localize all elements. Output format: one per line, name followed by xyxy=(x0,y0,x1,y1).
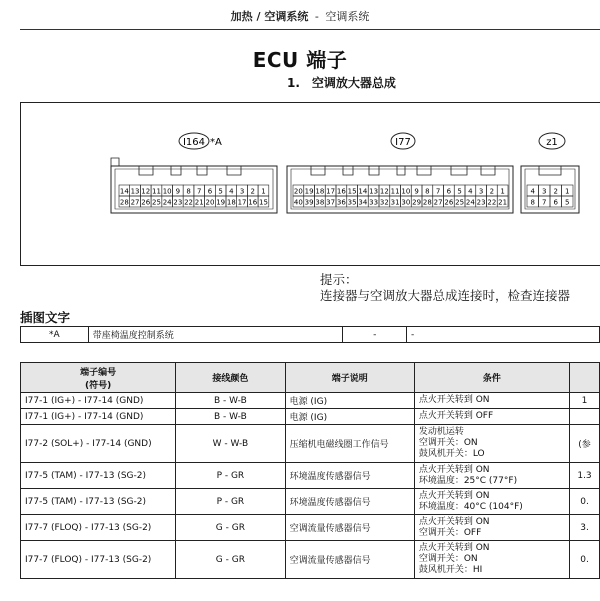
c2-pin-number: 26 xyxy=(444,198,454,207)
header-terminal xyxy=(21,363,176,393)
condition-line: 点火开关转到 ON xyxy=(418,395,490,405)
c2-pin-number: 11 xyxy=(390,187,400,196)
page-title: ECU 端子 xyxy=(252,48,348,72)
header-desc: 端子说明 xyxy=(285,363,414,393)
c2-pin-number: 1 xyxy=(500,187,505,196)
c1-pin-number: 9 xyxy=(175,187,181,196)
c2-pin-number: 37 xyxy=(326,198,336,207)
c1-pin-number: 26 xyxy=(141,198,151,207)
cell-desc: 压缩机电磁线圈工作信号 xyxy=(285,425,414,463)
header-separator: - xyxy=(314,10,319,23)
cell-spec xyxy=(570,409,600,425)
c1-pin-number: 2 xyxy=(250,187,255,196)
condition-line: 点火开关转到 OFF xyxy=(418,411,494,421)
c2-pin-number: 21 xyxy=(498,198,508,207)
connector-diagram xyxy=(20,102,600,266)
hint-text: 连接器与空调放大器总成连接时，检查连接器 xyxy=(320,288,571,303)
cell-condition xyxy=(414,489,569,515)
c1-pin-number: 20 xyxy=(205,198,215,207)
c2-pin-number: 29 xyxy=(412,198,422,207)
c2-pin-number: 24 xyxy=(465,198,475,207)
header-terminal-line1: 端子编号 xyxy=(80,367,117,378)
cell-desc: 空调流量传感器信号 xyxy=(285,515,414,541)
c1-pin-number: 15 xyxy=(258,198,268,207)
condition-line: 环境温度：40°C (104°F) xyxy=(418,501,523,512)
c2-pin-number: 18 xyxy=(315,187,325,196)
cell-wire-color: G - GR xyxy=(176,541,285,579)
c2-pin-number: 31 xyxy=(390,198,400,207)
cell-condition xyxy=(414,515,569,541)
connector-diagram-svg xyxy=(21,103,600,265)
legend-col3: - xyxy=(343,327,407,343)
c2-pin-number: 17 xyxy=(326,187,336,196)
c1-pin-number: 21 xyxy=(194,198,204,207)
header-rule xyxy=(20,29,600,30)
terminal-table xyxy=(20,362,600,579)
c2-pin-number: 25 xyxy=(455,198,465,207)
connector-i164 xyxy=(111,133,277,213)
condition-line: 环境温度：25°C (77°F) xyxy=(418,475,518,486)
c3-pin-number: 6 xyxy=(553,198,558,207)
c1-pin-number: 27 xyxy=(130,198,140,207)
page-header xyxy=(0,8,600,24)
c1-pin-number: 12 xyxy=(141,187,151,196)
cell-spec: 0. xyxy=(570,489,600,515)
c1-pin-number: 10 xyxy=(162,187,172,196)
cell-spec: 1.3 xyxy=(570,463,600,489)
header-section: 加热 / 空调系统 xyxy=(230,10,309,23)
table-row xyxy=(21,425,600,463)
c2-pin-number: 2 xyxy=(489,187,495,196)
c1-pin-number: 24 xyxy=(162,198,172,207)
c2-pin-number: 5 xyxy=(457,187,462,196)
table-row xyxy=(21,409,600,425)
c1-pin-number: 17 xyxy=(237,198,247,207)
cell-wire-color: P - GR xyxy=(176,463,285,489)
cell-desc: 环境温度传感器信号 xyxy=(285,463,414,489)
cell-terminal: I77-7 (FLOQ) - I77-13 (SG-2) xyxy=(21,515,176,541)
c2-pin-number: 22 xyxy=(487,198,497,207)
cell-desc: 电源 (IG) xyxy=(285,393,414,409)
condition-line: 发动机运转 xyxy=(418,427,464,437)
cell-desc: 电源 (IG) xyxy=(285,409,414,425)
c2-pin-number: 23 xyxy=(476,198,486,207)
section-subtitle xyxy=(287,74,396,91)
table-row xyxy=(21,515,600,541)
c2-pin-number: 3 xyxy=(478,187,484,196)
c2-pin-number: 15 xyxy=(347,187,357,196)
table-row xyxy=(21,541,600,579)
c2-pin-number: 14 xyxy=(358,187,368,196)
c3-pin-number: 7 xyxy=(542,198,547,207)
c3-pin-number: 5 xyxy=(565,198,570,207)
cell-spec: 1 xyxy=(570,393,600,409)
condition-line: 鼓风机开关：HI xyxy=(418,565,483,575)
cell-terminal: I77-5 (TAM) - I77-13 (SG-2) xyxy=(21,463,176,489)
legend-col4: - xyxy=(407,327,600,343)
cell-wire-color: P - GR xyxy=(176,489,285,515)
c2-pin-number: 19 xyxy=(304,187,314,196)
subtitle-text: 空调放大器总成 xyxy=(311,76,396,90)
cell-wire-color: B - W-B xyxy=(176,409,285,425)
connector-i164-label: I164 xyxy=(182,137,206,148)
cell-terminal: I77-1 (IG+) - I77-14 (GND) xyxy=(21,409,176,425)
c2-pin-number: 7 xyxy=(435,187,441,196)
header-wire-color: 接线颜色 xyxy=(176,363,285,393)
hint-block xyxy=(320,272,570,304)
legend-row xyxy=(21,327,600,343)
c2-pin-number: 30 xyxy=(401,198,411,207)
cell-condition xyxy=(414,393,569,409)
c1-pin-number: 5 xyxy=(218,187,223,196)
c1-pin-number: 7 xyxy=(197,187,202,196)
condition-line: 空调开关：ON xyxy=(418,554,478,564)
cell-terminal: I77-7 (FLOQ) - I77-13 (SG-2) xyxy=(21,541,176,579)
hint-label: 提示： xyxy=(320,272,358,287)
connector-i77 xyxy=(287,133,513,213)
cell-wire-color: G - GR xyxy=(176,515,285,541)
c2-pin-number: 38 xyxy=(315,198,325,207)
cell-condition xyxy=(414,425,569,463)
cell-condition xyxy=(414,409,569,425)
c1-pin-number: 4 xyxy=(229,187,234,196)
cell-spec: 3. xyxy=(570,515,600,541)
c2-pin-number: 4 xyxy=(468,187,473,196)
legend-table xyxy=(20,326,600,343)
condition-line: 点火开关转到 ON xyxy=(418,490,490,501)
c1-pin-number: 19 xyxy=(216,198,226,207)
c1-pin-number: 28 xyxy=(119,198,129,207)
c2-pin-number: 8 xyxy=(425,187,430,196)
c3-pin-number: 4 xyxy=(530,187,535,196)
cell-spec: (参 xyxy=(570,425,600,463)
c1-pin-number: 18 xyxy=(226,198,236,207)
connector-i77-label: I77 xyxy=(395,137,411,148)
c1-pin-number: 8 xyxy=(186,187,191,196)
c2-pin-number: 9 xyxy=(414,187,419,196)
c2-pin-number: 39 xyxy=(304,198,314,207)
c1-pin-number: 16 xyxy=(248,198,258,207)
condition-line: 空调开关：OFF xyxy=(418,527,482,538)
c3-pin-number: 2 xyxy=(553,187,558,196)
c1-pin-number: 1 xyxy=(261,187,266,196)
c2-pin-number: 16 xyxy=(336,187,346,196)
cell-terminal: I77-2 (SOL+) - I77-14 (GND) xyxy=(21,425,176,463)
legend-desc: 带座椅温度控制系统 xyxy=(88,327,343,343)
connector-z1-label: z1 xyxy=(546,137,558,148)
table-row xyxy=(21,463,600,489)
c2-pin-number: 32 xyxy=(379,198,389,207)
header-spec xyxy=(570,363,600,393)
connector-z1 xyxy=(521,133,579,213)
c1-pin-number: 3 xyxy=(239,187,245,196)
cell-spec: 0. xyxy=(570,541,600,579)
condition-line: 鼓风机开关：LO xyxy=(418,449,485,459)
cell-wire-color: W - W-B xyxy=(176,425,285,463)
c3-pin-number: 1 xyxy=(565,187,570,196)
c2-pin-number: 13 xyxy=(369,187,379,196)
c2-pin-number: 28 xyxy=(422,198,432,207)
legend-title: 插图文字 xyxy=(20,310,71,325)
table-header-row xyxy=(21,363,600,393)
c3-pin-number: 8 xyxy=(530,198,535,207)
header-terminal-line2: (符号) xyxy=(84,380,112,391)
condition-line: 点火开关转到 ON xyxy=(418,543,490,553)
legend-key: *A xyxy=(21,327,89,343)
c2-pin-number: 20 xyxy=(293,187,303,196)
cell-desc: 空调流量传感器信号 xyxy=(285,541,414,579)
subtitle-number: 1. xyxy=(287,76,300,90)
condition-line: 点火开关转到 ON xyxy=(418,516,490,527)
table-row xyxy=(21,489,600,515)
connector-i164-suffix: *A xyxy=(210,137,222,148)
c2-pin-number: 34 xyxy=(358,198,368,207)
cell-terminal: I77-1 (IG+) - I77-14 (GND) xyxy=(21,393,176,409)
c1-pin-number: 6 xyxy=(207,187,213,196)
c2-pin-number: 33 xyxy=(369,198,379,207)
c2-pin-number: 6 xyxy=(446,187,452,196)
c3-pin-number: 3 xyxy=(542,187,547,196)
c1-pin-number: 25 xyxy=(151,198,161,207)
c2-pin-number: 40 xyxy=(293,198,303,207)
c1-pin-number: 14 xyxy=(119,187,129,196)
header-subsection: 空调系统 xyxy=(325,10,370,23)
header-condition: 条件 xyxy=(414,363,569,393)
c2-pin-number: 36 xyxy=(336,198,346,207)
c2-pin-number: 10 xyxy=(401,187,411,196)
table-row xyxy=(21,393,600,409)
cell-desc: 环境温度传感器信号 xyxy=(285,489,414,515)
cell-wire-color: B - W-B xyxy=(176,393,285,409)
c2-pin-number: 12 xyxy=(379,187,389,196)
cell-terminal: I77-5 (TAM) - I77-13 (SG-2) xyxy=(21,489,176,515)
c1-pin-number: 13 xyxy=(130,187,140,196)
condition-line: 空调开关：ON xyxy=(418,438,478,448)
c2-pin-number: 35 xyxy=(347,198,357,207)
cell-condition xyxy=(414,463,569,489)
c1-pin-number: 23 xyxy=(173,198,183,207)
cell-condition xyxy=(414,541,569,579)
c2-pin-number: 27 xyxy=(433,198,443,207)
c1-pin-number: 11 xyxy=(151,187,161,196)
condition-line: 点火开关转到 ON xyxy=(418,464,490,475)
c1-pin-number: 22 xyxy=(184,198,194,207)
